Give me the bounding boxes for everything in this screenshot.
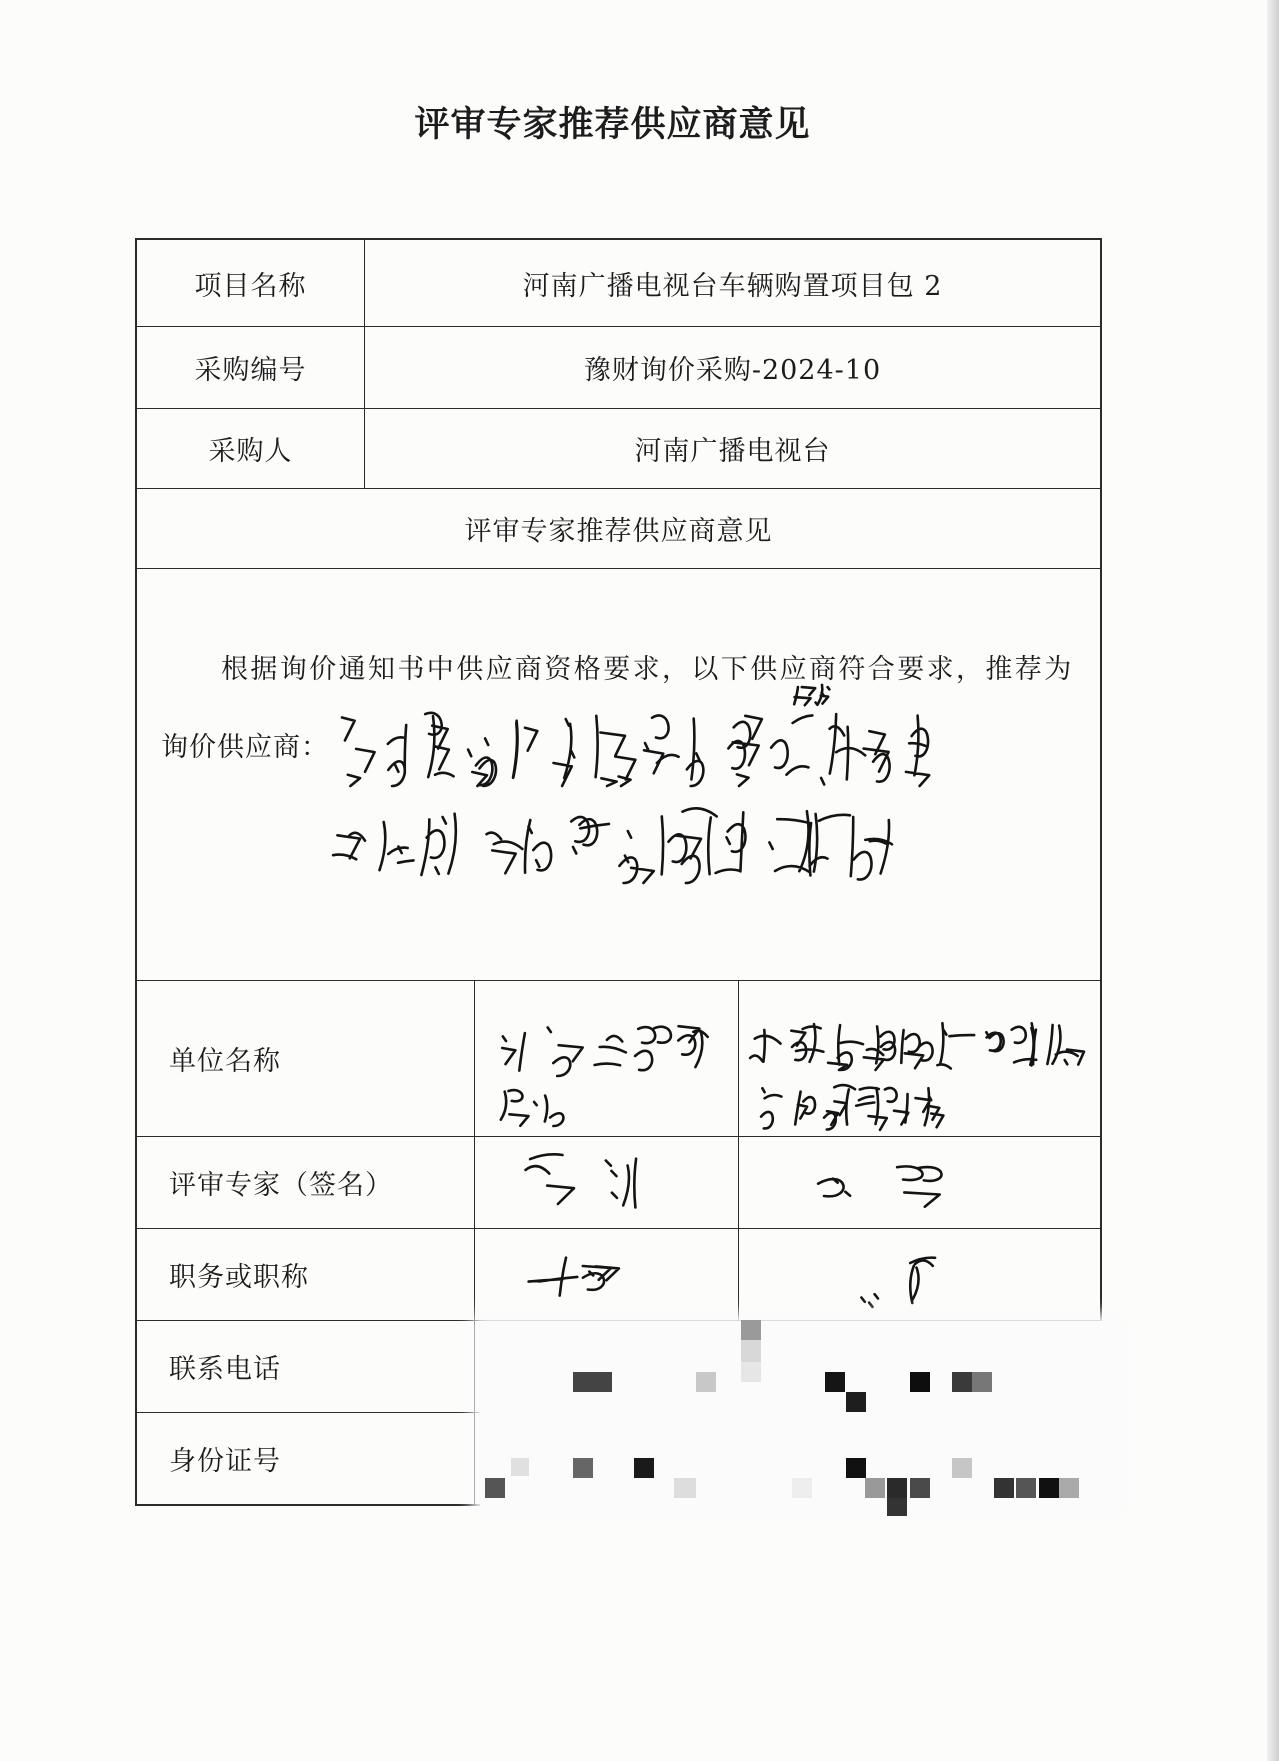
expert-id-label: 身份证号 [169, 1446, 281, 1477]
purchaser-label: 采购人 [208, 436, 293, 467]
mosaic-block [887, 1498, 907, 1516]
handwritten-position-2 [853, 1256, 949, 1308]
expert-signature-label: 评审专家（签名） [169, 1170, 393, 1201]
expert-unit-label: 单位名称 [169, 1046, 281, 1077]
mosaic-block [485, 1478, 505, 1498]
project-name-value: 河南广播电视台车辆购置项目包 2 [364, 240, 1100, 326]
mosaic-block [994, 1478, 1014, 1498]
mosaic-block [910, 1478, 930, 1498]
mosaic-block [972, 1372, 992, 1392]
handwriting-stroke [501, 1090, 564, 1126]
recommendation-text: 根据询价通知书中供应商资格要求，以下供应商符合要求，推荐为 [221, 654, 1074, 685]
mosaic-block [696, 1372, 716, 1392]
handwritten-unit-1-line-1 [494, 1020, 719, 1076]
mosaic-block [634, 1458, 654, 1478]
mosaic-block [952, 1372, 972, 1392]
form-row-project-name [137, 240, 1100, 326]
mosaic-block [887, 1478, 907, 1498]
expert-position-label: 职务或职称 [169, 1262, 309, 1293]
handwritten-unit-2-line-2 [758, 1082, 944, 1130]
mosaic-block [910, 1372, 930, 1392]
handwriting-stroke [750, 1023, 1084, 1070]
handwriting-stroke [761, 1085, 943, 1130]
mosaic-block [846, 1392, 866, 1412]
handwriting-stroke [529, 1258, 619, 1296]
mosaic-block [1059, 1478, 1079, 1498]
mosaic-block [741, 1340, 761, 1362]
mosaic-block [865, 1478, 885, 1498]
mosaic-block [674, 1478, 696, 1498]
handwritten-supplier-1 [331, 706, 943, 786]
section-header: 评审专家推荐供应商意见 [464, 516, 773, 547]
mosaic-block [573, 1372, 612, 1392]
handwriting-stroke [861, 1258, 935, 1307]
handwriting-stroke [333, 808, 892, 883]
mosaic-block [741, 1320, 761, 1340]
recommendation-label: 询价供应商： [161, 732, 329, 763]
expert-signature-2 [814, 1162, 949, 1212]
mosaic-block [952, 1458, 972, 1478]
mosaic-block [1039, 1478, 1059, 1498]
handwritten-supplier-insert [788, 680, 840, 708]
mosaic-block [1016, 1478, 1036, 1498]
handwritten-supplier-2 [326, 803, 892, 883]
form-row-purchaser [137, 408, 1100, 488]
expert-phone-label: 联系电话 [169, 1354, 281, 1385]
mosaic-block [573, 1458, 593, 1478]
procurement-number-value: 豫财询价采购-2024-10 [364, 327, 1100, 408]
handwriting-stroke [794, 685, 829, 705]
handwriting-stroke [502, 1026, 708, 1076]
project-name-label: 项目名称 [194, 270, 307, 302]
form-row-procurement-number [137, 326, 1100, 408]
handwritten-position-1 [522, 1252, 634, 1300]
handwritten-unit-1-line-2 [494, 1086, 568, 1126]
form-row-section-header [137, 488, 1100, 568]
mosaic-block [741, 1362, 761, 1382]
purchaser-value: 河南广播电视台 [364, 409, 1100, 488]
procurement-number-label: 采购编号 [194, 355, 307, 386]
handwriting-stroke [526, 1154, 637, 1207]
mosaic-block [511, 1458, 529, 1476]
mosaic-block [825, 1372, 845, 1392]
handwriting-stroke [818, 1166, 941, 1206]
mosaic-block [792, 1478, 812, 1498]
handwritten-unit-2-line-1 [747, 1018, 1084, 1070]
expert-signature-1 [511, 1150, 657, 1214]
handwriting-stroke [342, 713, 929, 786]
mosaic-block [846, 1458, 866, 1478]
paper-edge-shadow [1267, 0, 1279, 1761]
document-title: 评审专家推荐供应商意见 [414, 104, 811, 145]
